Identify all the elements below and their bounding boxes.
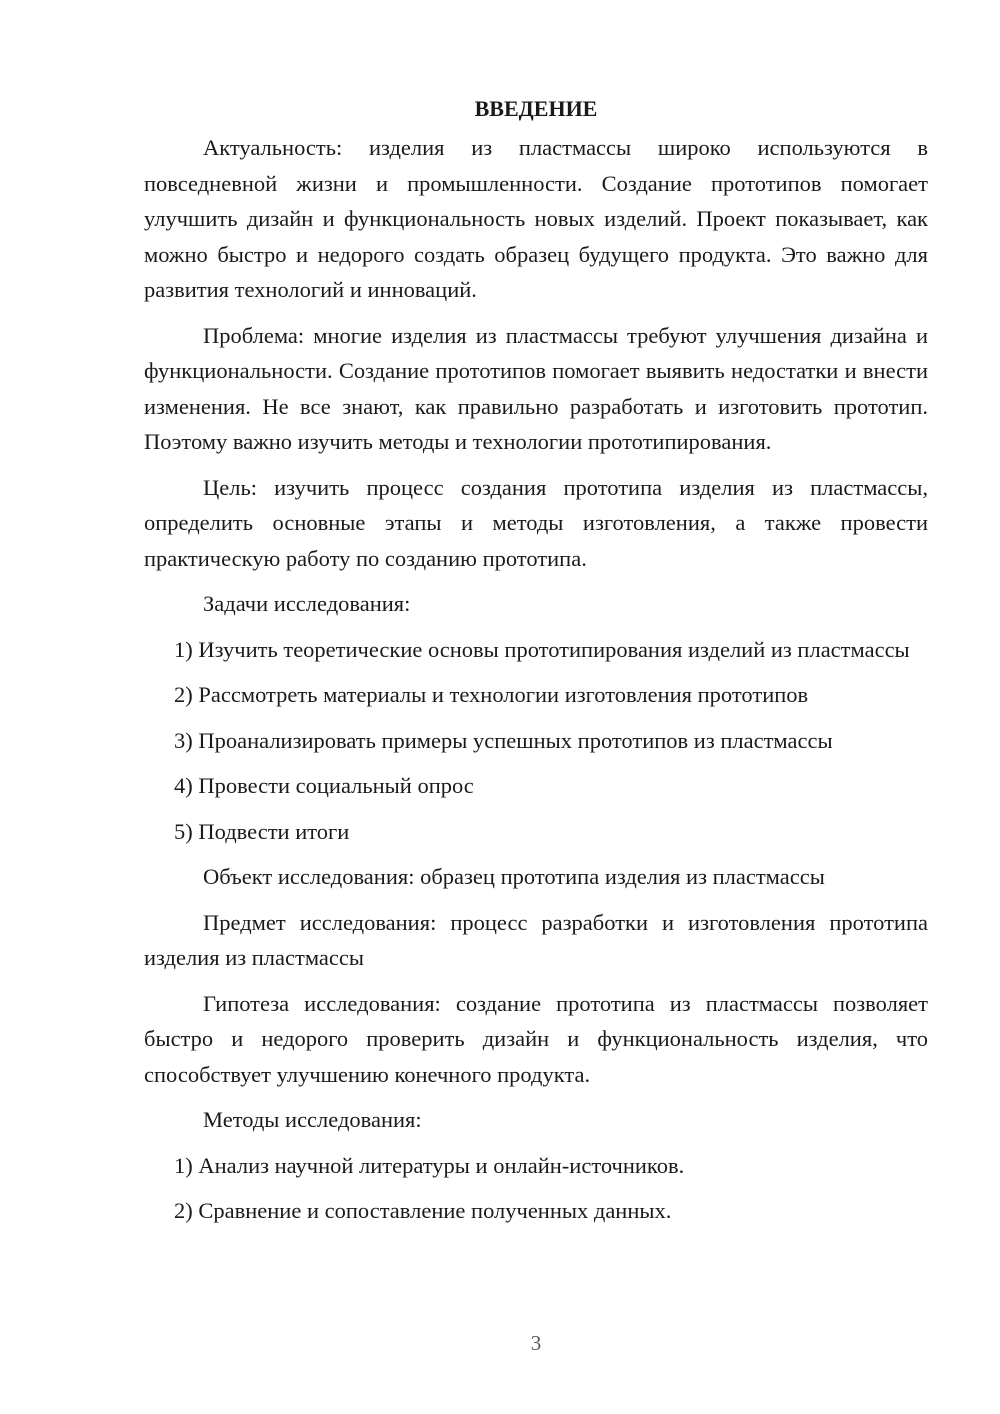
page-number: 3 bbox=[530, 1331, 542, 1355]
object-paragraph: Объект исследования: образец прототипа изделия из пластмассы bbox=[203, 864, 825, 889]
problem-paragraph: Проблема: многие изделия из пластмассы требуют улучшения дизайна и функциональности. Создание прототипов помогает выявить недостатки и внести изменения. Не все знают, как правильно разработать и изготовить прототип. Поэтому важно изучить методы и технологии прототипирования. bbox=[144, 322, 928, 454]
task-item: 2) Рассмотреть материалы и технологии изготовления прототипов bbox=[174, 682, 809, 707]
task-item: 5) Подвести итоги bbox=[174, 818, 350, 844]
hypothesis-paragraph: Гипотеза исследования: создание прототипа из пластмассы позволяет быстро и недорого проверить дизайн и функциональность изделия, что способствует улучшению конечного продукта. bbox=[144, 990, 928, 1087]
relevance-paragraph: Актуальность: изделия из пластмассы широко используются в повседневной жизни и промышленности. Создание прототипов помогает улучшить дизайн и функциональность новых изделий. Проект показывает, как можно быстро и недорого создать образец будущего продукта. Это важно для развития технологий и инноваций. bbox=[144, 135, 928, 302]
method-item: 2) Сравнение и сопоставление полученных данных. bbox=[174, 1198, 672, 1223]
document-page bbox=[144, 88, 928, 1239]
tasks-heading: Задачи исследования: bbox=[203, 591, 411, 616]
task-item: 1) Изучить теоретические основы прототипирования изделий из пластмассы bbox=[174, 636, 910, 662]
task-item: 3) Проанализировать примеры успешных прототипов из пластмассы bbox=[174, 727, 833, 753]
goal-paragraph: Цель: изучить процесс создания прототипа изделия из пластмассы, определить основные этапы и методы изготовления, а также провести практическую работу по созданию прототипа. bbox=[144, 474, 928, 571]
section-title: ВВЕДЕНИЕ bbox=[474, 96, 598, 121]
tasks-list bbox=[144, 632, 928, 850]
methods-heading: Методы исследования: bbox=[203, 1107, 422, 1132]
methods-list bbox=[144, 1148, 928, 1229]
method-item: 1) Анализ научной литературы и онлайн-источников. bbox=[174, 1152, 685, 1178]
task-item: 4) Провести социальный опрос bbox=[174, 773, 474, 798]
subject-paragraph: Предмет исследования: процесс разработки и изготовления прототипа изделия из пластмассы bbox=[144, 909, 928, 970]
